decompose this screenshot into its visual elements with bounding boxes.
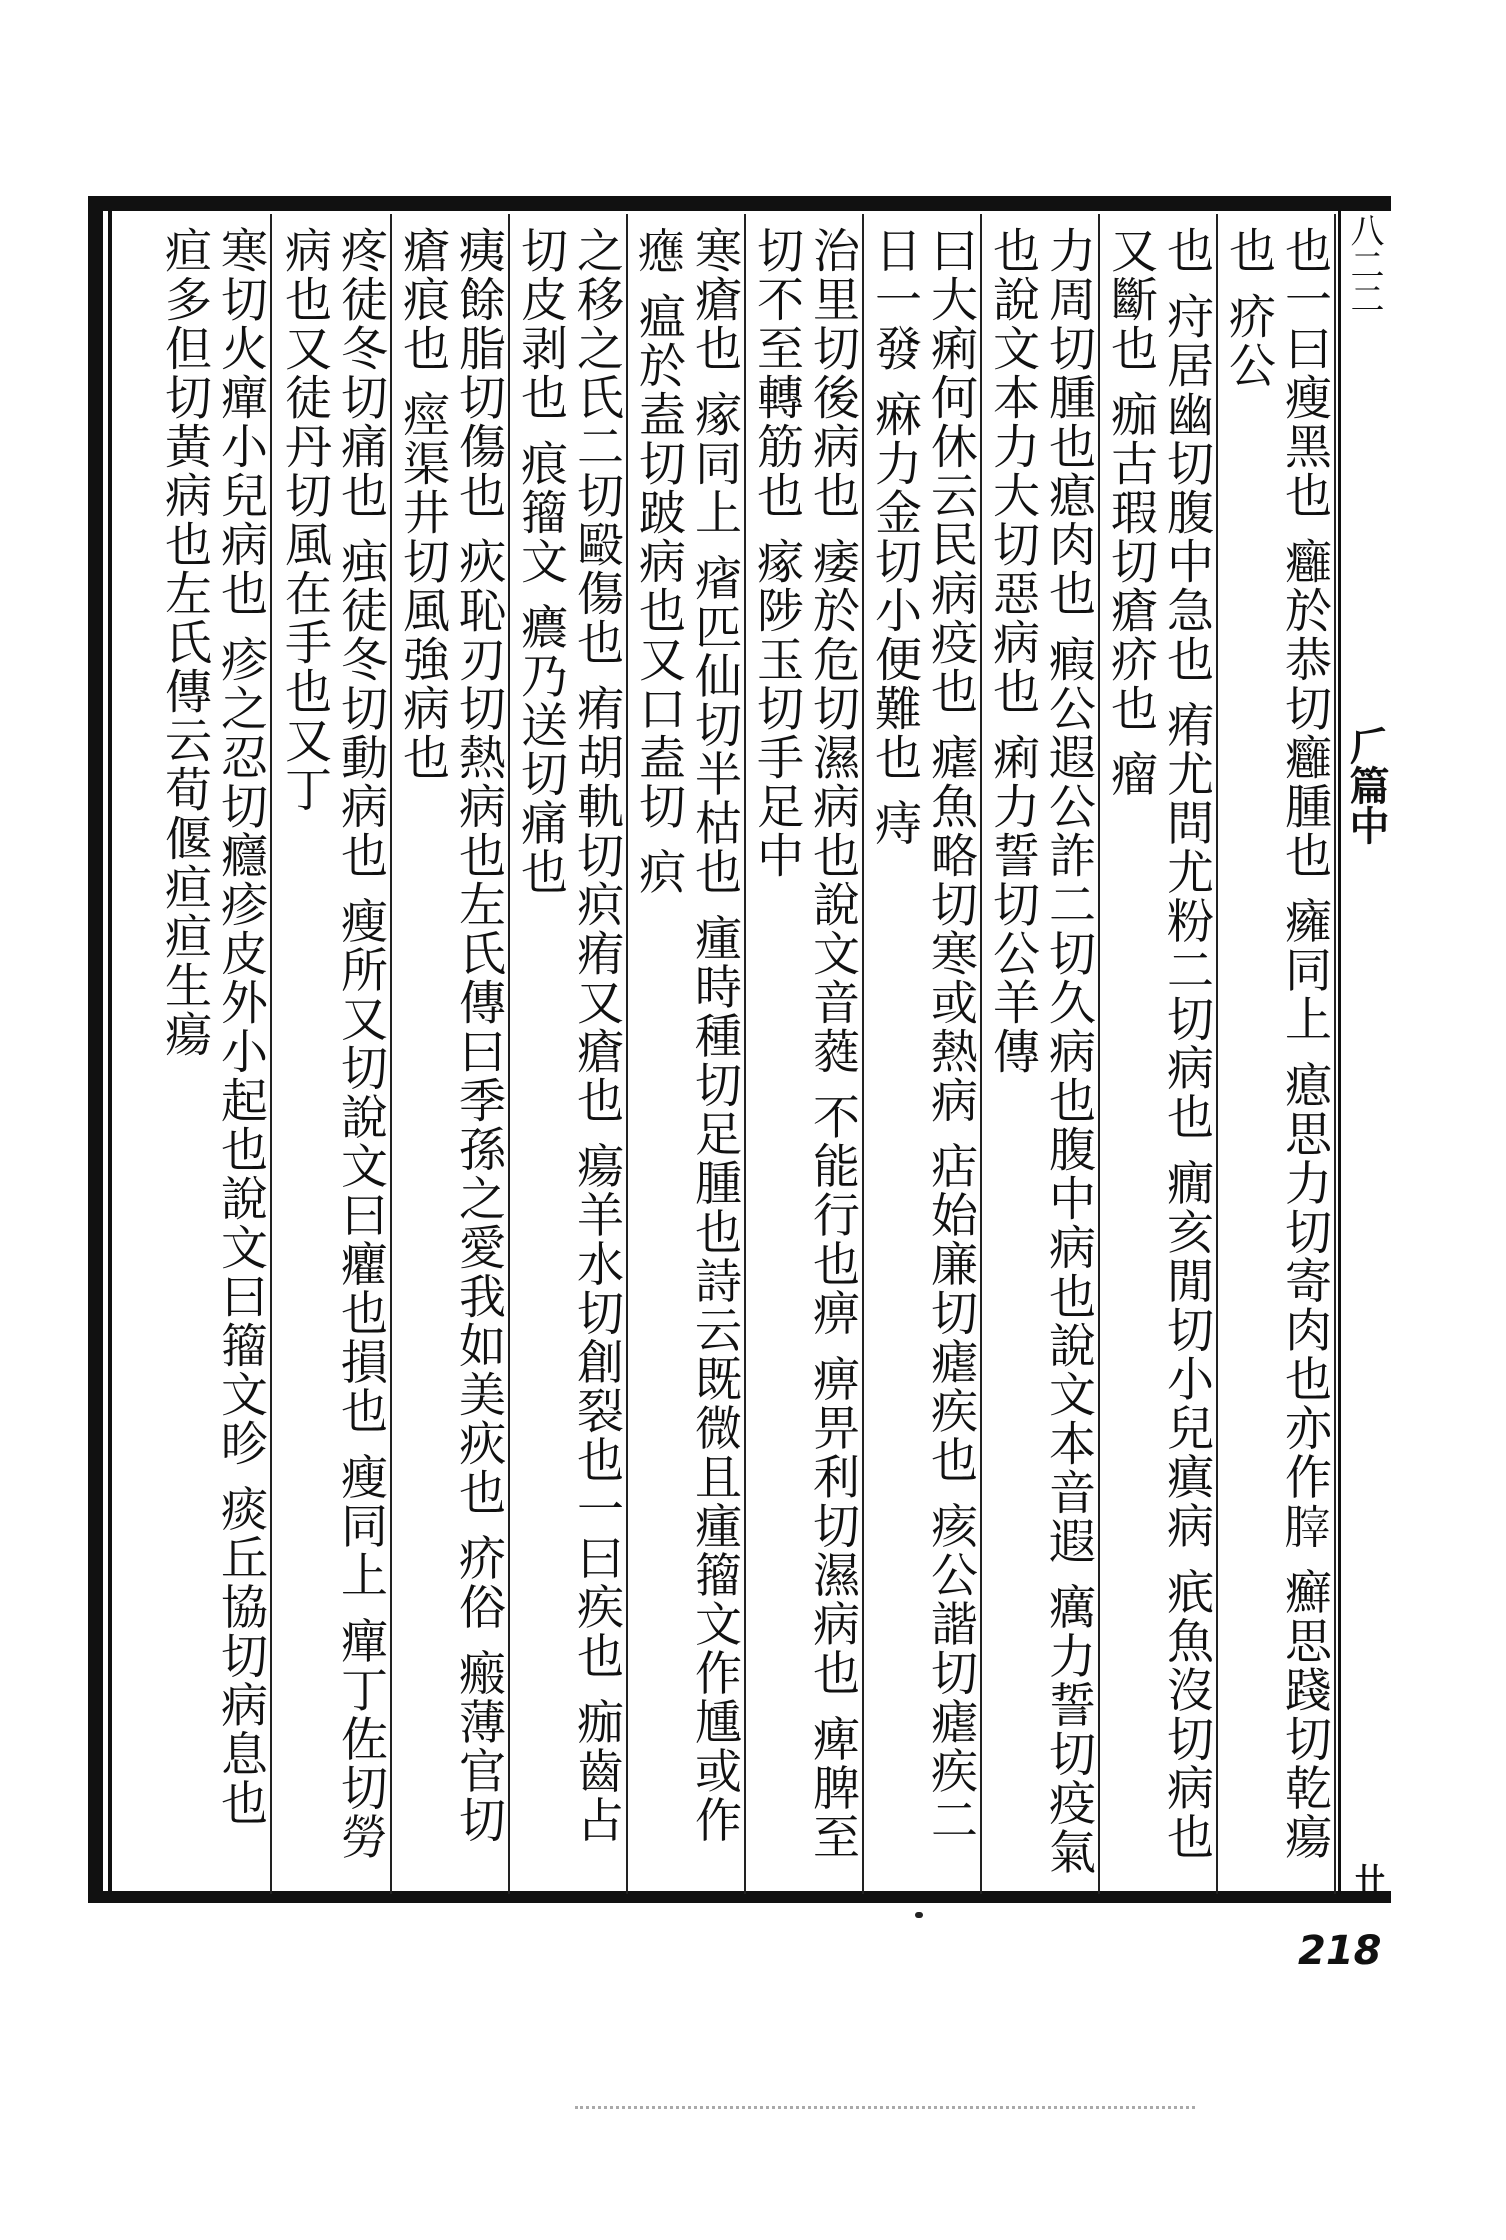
text-column (1218, 214, 1336, 1894)
column-text: 寒切火癉小兒病也 疹之忍切癮疹皮外小起也說文曰籀文昣 痰丘協切病息也 疸多但切黃病也左氏傳云荀偃疸疸生瘍 (157, 226, 268, 1845)
text-column (982, 214, 1100, 1894)
page-header-strip (1338, 203, 1390, 1903)
scan-artifact (575, 2100, 1195, 2109)
text-column (746, 214, 864, 1894)
column-text: 寒瘡也 瘃同上 㾪匹仙切半枯也 瘇時種切足腫也詩云既微且瘇籀文作尰或作𤻮 瘟於盍切跛病也又口盍切 疻 (631, 226, 742, 1845)
header-top-marker: 八二二 (1344, 213, 1384, 315)
column-text: 也一曰瘦黑也 癰於恭切癰腫也 癕同上 瘜思力切寄肉也亦作𦞤 癬思踐切乾瘍也 疥公 (1221, 226, 1332, 1862)
column-text: 也 疛居幽切腹中急也 痏尤問尤粉二切病也 癇亥閒切小兒瘨病 疧魚沒切病也又斷也 痂古瑕切瘡疥也 瘤 (1103, 226, 1214, 1862)
column-text: 疼徒冬切痛也 痋徒冬切動病也 瘦所又切說文曰癯也損也 瘦同上 癉丁佐切勞病也又徒丹切風在手也又丁 (277, 226, 388, 1862)
column-text: 治里切後病也 痿於危切濕病也說文音蕤 不能行也痹 痹畀利切濕病也 痺脾至切不至轉筋也 瘃陟玉切手足中 (749, 226, 860, 1862)
text-column (392, 214, 510, 1894)
text-column (154, 214, 272, 1894)
column-text: 痍餘脂切傷也 疢恥刃切熱病也左氏傳曰季孫之愛我如美疢也 疥俗 瘢薄官切瘡痕也 痙渠井切風強病也 (395, 226, 506, 1845)
column-text: 曰大痢何休云民病疫也 瘧魚略切寒或熱病 痁始廉切瘧疾也 痎公諧切瘧疾二日一發 痳力金切小便難也 痔 (867, 226, 978, 1845)
text-column (1100, 214, 1218, 1894)
frame-inner-rule (108, 211, 112, 1891)
text-columns (114, 214, 1336, 1894)
column-text: 之移之氏二切毆傷也 痏胡軌切疻痏又瘡也 瘍羊水切創裂也一曰疾也 痂齒占切皮剥也 痕籀文 癑乃送切痛也 (513, 226, 624, 1845)
text-column (274, 214, 392, 1894)
column-text: 力周切腫也瘜肉也 瘕公遐公詐二切久病也腹中病也說文本音遐 癘力誓切疫氣也說文本力大切惡病也 痢力誓切公羊傳 (985, 226, 1096, 1877)
section-mark: 𠂆篇中 (1343, 725, 1390, 845)
text-column (864, 214, 982, 1894)
header-bottom-mark: 卄 (1349, 1863, 1384, 1893)
text-column (628, 214, 746, 1894)
text-column (510, 214, 628, 1894)
ink-speck (915, 1912, 923, 1918)
page-number: 218 (1298, 1928, 1382, 1974)
